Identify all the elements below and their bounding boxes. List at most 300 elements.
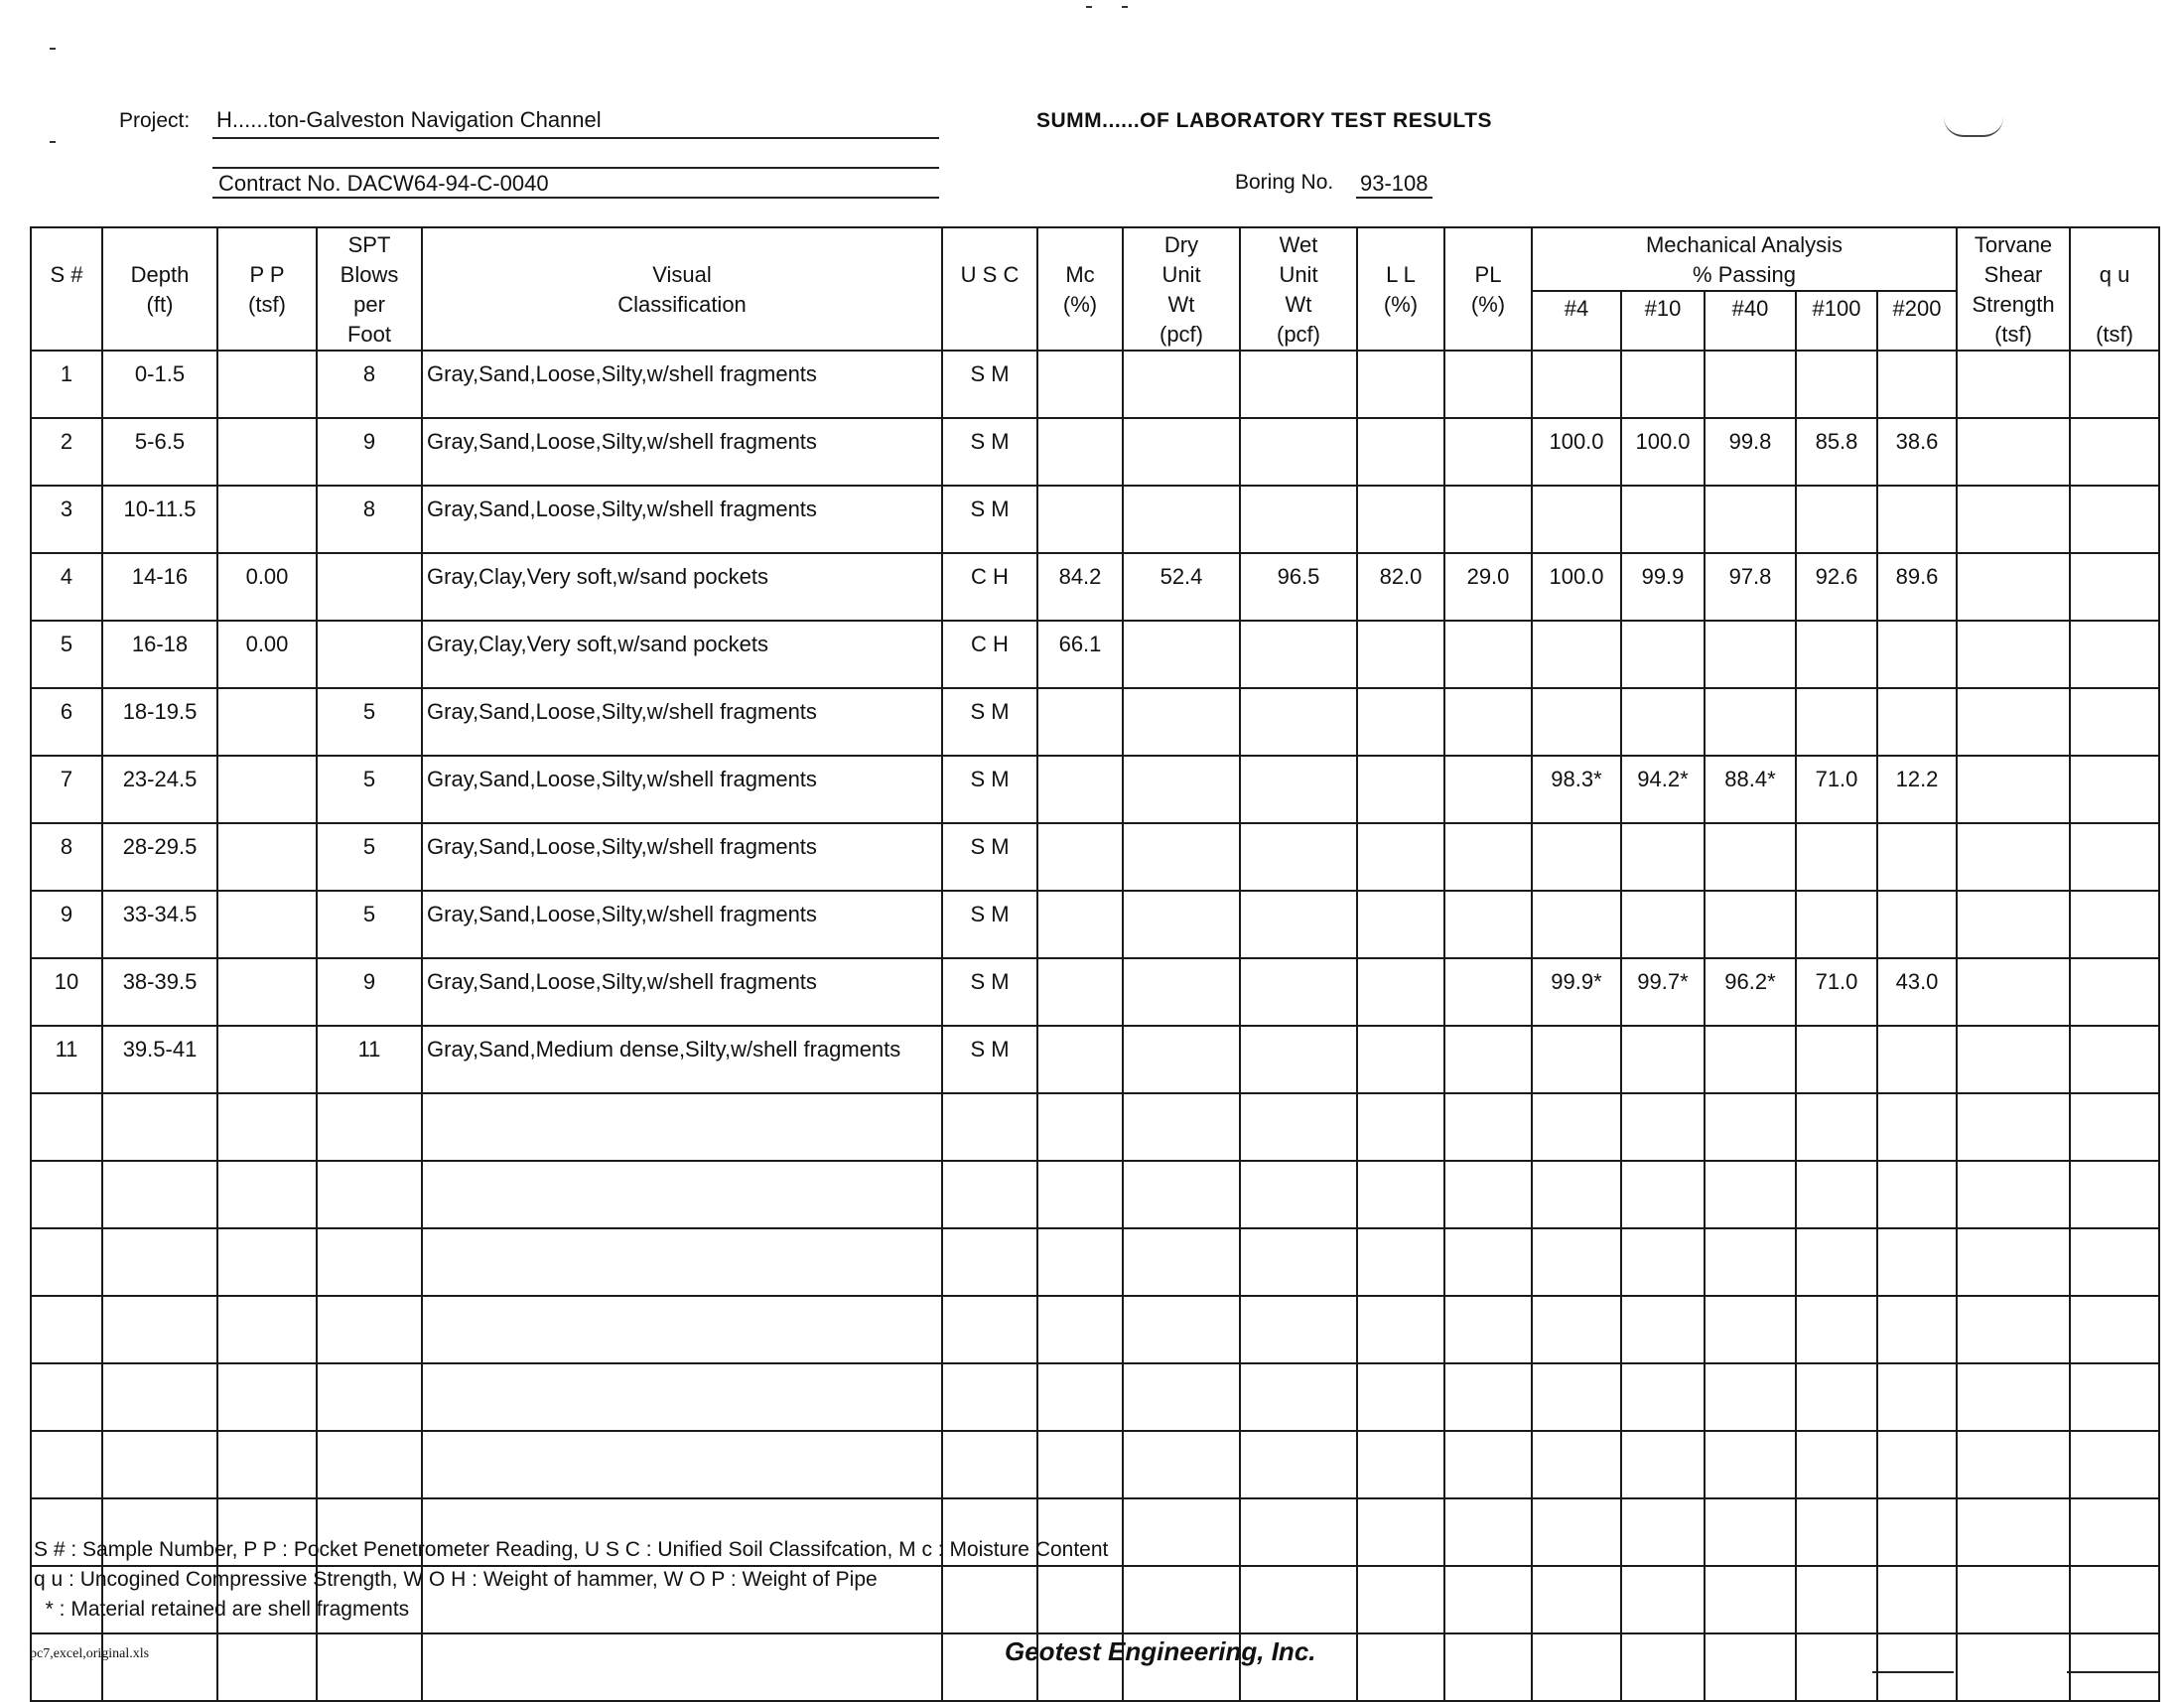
empty-cell (1532, 1093, 1621, 1161)
header-row-top (31, 227, 2159, 291)
cell-sieve-10 (1621, 486, 1705, 553)
empty-cell (1621, 1633, 1705, 1701)
empty-table-row (31, 1363, 2159, 1431)
cell-visual-classification: Gray,Sand,Loose,Silty,w/shell fragments (422, 756, 942, 823)
cell-wet-unit-weight (1240, 891, 1357, 958)
empty-cell (1037, 1566, 1123, 1633)
cell-sieve-10 (1621, 1026, 1705, 1093)
cell-sieve-200 (1877, 351, 1957, 418)
empty-cell (217, 1161, 317, 1228)
cell-sieve-40 (1705, 688, 1796, 756)
empty-cell (942, 1566, 1037, 1633)
cell-spt-blows: 8 (317, 351, 422, 418)
empty-cell (217, 1363, 317, 1431)
cell-plastic-limit (1444, 621, 1532, 688)
cell-plastic-limit (1444, 351, 1532, 418)
scan-speck (1122, 6, 1128, 8)
empty-cell (422, 1093, 942, 1161)
empty-cell (1877, 1363, 1957, 1431)
cell-plastic-limit (1444, 823, 1532, 891)
cell-moisture-content (1037, 418, 1123, 486)
empty-cell (1444, 1093, 1532, 1161)
cell-wet-unit-weight: 96.5 (1240, 553, 1357, 621)
table-row (31, 688, 2159, 756)
cell-sieve-100: 85.8 (1796, 418, 1877, 486)
cell-spt-blows: 5 (317, 688, 422, 756)
empty-table-row (31, 1093, 2159, 1161)
empty-cell (2070, 1633, 2159, 1701)
empty-cell (422, 1161, 942, 1228)
cell-sieve-200: 38.6 (1877, 418, 1957, 486)
cell-liquid-limit (1357, 486, 1444, 553)
lab-results-table (30, 226, 2160, 1702)
empty-cell (1957, 1228, 2070, 1296)
empty-cell (1123, 1093, 1240, 1161)
cell-liquid-limit (1357, 891, 1444, 958)
empty-cell (422, 1228, 942, 1296)
cell-sieve-4: 98.3* (1532, 756, 1621, 823)
cell-sieve-100: 71.0 (1796, 958, 1877, 1026)
empty-cell (1123, 1498, 1240, 1566)
cell-depth: 28-29.5 (102, 823, 217, 891)
cell-liquid-limit (1357, 418, 1444, 486)
cell-depth: 39.5-41 (102, 1026, 217, 1093)
empty-cell (217, 1296, 317, 1363)
empty-cell (102, 1228, 217, 1296)
cell-liquid-limit (1357, 958, 1444, 1026)
cell-torvane (1957, 553, 2070, 621)
table-row (31, 756, 2159, 823)
boring-number: 93-108 (1356, 171, 1433, 199)
cell-pocket-penetrometer (217, 958, 317, 1026)
empty-cell (1796, 1296, 1877, 1363)
col-usc: U S C (942, 227, 1037, 351)
cell-qu (2070, 756, 2159, 823)
empty-cell (31, 1093, 102, 1161)
empty-cell (1357, 1498, 1444, 1566)
empty-cell (1705, 1296, 1796, 1363)
cell-liquid-limit (1357, 756, 1444, 823)
empty-cell (1957, 1093, 2070, 1161)
cell-liquid-limit: 82.0 (1357, 553, 1444, 621)
empty-cell (1621, 1228, 1705, 1296)
cell-spt-blows: 5 (317, 756, 422, 823)
empty-cell (102, 1633, 217, 1701)
cell-wet-unit-weight (1240, 418, 1357, 486)
cell-usc: S M (942, 823, 1037, 891)
cell-wet-unit-weight (1240, 823, 1357, 891)
col-sample-number: S # (31, 227, 102, 351)
empty-cell (1532, 1363, 1621, 1431)
cell-depth: 0-1.5 (102, 351, 217, 418)
empty-cell (422, 1363, 942, 1431)
empty-cell (1957, 1431, 2070, 1498)
empty-cell (1037, 1431, 1123, 1498)
cell-usc: S M (942, 486, 1037, 553)
empty-cell (1123, 1363, 1240, 1431)
cell-wet-unit-weight (1240, 756, 1357, 823)
cell-torvane (1957, 891, 2070, 958)
cell-torvane (1957, 1026, 2070, 1093)
cell-sieve-100 (1796, 486, 1877, 553)
cell-torvane (1957, 621, 2070, 688)
cell-moisture-content: 84.2 (1037, 553, 1123, 621)
cell-dry-unit-weight (1123, 958, 1240, 1026)
empty-cell (1957, 1566, 2070, 1633)
empty-cell (1796, 1431, 1877, 1498)
cell-sieve-4 (1532, 621, 1621, 688)
empty-cell (317, 1431, 422, 1498)
empty-cell (2070, 1363, 2159, 1431)
empty-cell (1796, 1161, 1877, 1228)
empty-cell (31, 1363, 102, 1431)
table-row (31, 823, 2159, 891)
empty-cell (1444, 1228, 1532, 1296)
cell-sample-number: 11 (31, 1026, 102, 1093)
cell-plastic-limit (1444, 688, 1532, 756)
cell-wet-unit-weight (1240, 958, 1357, 1026)
cell-depth: 33-34.5 (102, 891, 217, 958)
cell-sieve-40 (1705, 351, 1796, 418)
empty-cell (1705, 1566, 1796, 1633)
cell-sieve-4 (1532, 1026, 1621, 1093)
empty-cell (1877, 1498, 1957, 1566)
page-title: SUMM......OF LABORATORY TEST RESULTS (1036, 109, 1493, 132)
col-torvane: Torvane Shear Strength (tsf) (1957, 227, 2070, 351)
cell-wet-unit-weight (1240, 486, 1357, 553)
empty-cell (317, 1633, 422, 1701)
empty-cell (1796, 1228, 1877, 1296)
empty-cell (1037, 1296, 1123, 1363)
cell-torvane (1957, 688, 2070, 756)
empty-cell (942, 1363, 1037, 1431)
cell-spt-blows: 5 (317, 891, 422, 958)
cell-sieve-100 (1796, 1026, 1877, 1093)
cell-sample-number: 3 (31, 486, 102, 553)
empty-cell (1621, 1363, 1705, 1431)
empty-cell (1357, 1363, 1444, 1431)
cell-sieve-200: 12.2 (1877, 756, 1957, 823)
table-row (31, 1026, 2159, 1093)
empty-table-row (31, 1161, 2159, 1228)
empty-cell (1957, 1296, 2070, 1363)
col-sieve-4: #4 (1532, 291, 1621, 351)
col-mechanical-analysis: Mechanical Analysis % Passing (1532, 227, 1957, 291)
cell-sieve-100 (1796, 688, 1877, 756)
empty-cell (1621, 1566, 1705, 1633)
empty-cell (1796, 1363, 1877, 1431)
cell-dry-unit-weight (1123, 688, 1240, 756)
empty-cell (422, 1296, 942, 1363)
empty-cell (1957, 1161, 2070, 1228)
cell-usc: S M (942, 1026, 1037, 1093)
cell-liquid-limit (1357, 621, 1444, 688)
empty-cell (1877, 1633, 1957, 1701)
empty-cell (1705, 1498, 1796, 1566)
empty-cell (102, 1363, 217, 1431)
cell-sieve-10: 94.2* (1621, 756, 1705, 823)
cell-wet-unit-weight (1240, 351, 1357, 418)
contract-underline (212, 197, 939, 199)
cell-moisture-content: 66.1 (1037, 621, 1123, 688)
cell-moisture-content (1037, 1026, 1123, 1093)
col-wet-unit-weight: Wet Unit Wt (pcf) (1240, 227, 1357, 351)
cell-sieve-10: 100.0 (1621, 418, 1705, 486)
table-row (31, 486, 2159, 553)
cell-torvane (1957, 958, 2070, 1026)
empty-cell (1444, 1296, 1532, 1363)
empty-cell (217, 1431, 317, 1498)
cell-sieve-40 (1705, 621, 1796, 688)
empty-cell (317, 1363, 422, 1431)
cell-depth: 23-24.5 (102, 756, 217, 823)
cell-moisture-content (1037, 486, 1123, 553)
cell-moisture-content (1037, 688, 1123, 756)
cell-sieve-40 (1705, 823, 1796, 891)
empty-cell (2070, 1296, 2159, 1363)
empty-cell (1037, 1093, 1123, 1161)
cell-plastic-limit (1444, 418, 1532, 486)
empty-cell (1877, 1566, 1957, 1633)
empty-cell (1877, 1228, 1957, 1296)
cell-pocket-penetrometer (217, 486, 317, 553)
cell-sieve-40 (1705, 1026, 1796, 1093)
cell-sieve-4 (1532, 823, 1621, 891)
cell-visual-classification: Gray,Sand,Loose,Silty,w/shell fragments (422, 351, 942, 418)
cell-spt-blows: 9 (317, 958, 422, 1026)
empty-cell (217, 1633, 317, 1701)
empty-cell (1705, 1161, 1796, 1228)
cell-visual-classification: Gray,Sand,Loose,Silty,w/shell fragments (422, 688, 942, 756)
cell-spt-blows: 11 (317, 1026, 422, 1093)
empty-cell (2070, 1093, 2159, 1161)
empty-cell (217, 1228, 317, 1296)
empty-cell (1123, 1566, 1240, 1633)
col-visual-classification: Visual Classification (422, 227, 942, 351)
cell-plastic-limit (1444, 891, 1532, 958)
cell-sample-number: 1 (31, 351, 102, 418)
empty-cell (1037, 1228, 1123, 1296)
empty-cell (1123, 1431, 1240, 1498)
legend-line-3: * : Material retained are shell fragments (34, 1598, 410, 1621)
empty-cell (1444, 1431, 1532, 1498)
col-pp: P P (tsf) (217, 227, 317, 351)
empty-cell (1621, 1093, 1705, 1161)
cell-usc: C H (942, 553, 1037, 621)
empty-cell (31, 1633, 102, 1701)
empty-cell (1357, 1228, 1444, 1296)
empty-cell (1123, 1228, 1240, 1296)
cell-visual-classification: Gray,Sand,Loose,Silty,w/shell fragments (422, 418, 942, 486)
cell-qu (2070, 553, 2159, 621)
cell-sieve-10: 99.9 (1621, 553, 1705, 621)
empty-cell (1240, 1296, 1357, 1363)
cell-sieve-100 (1796, 621, 1877, 688)
cell-sieve-40 (1705, 891, 1796, 958)
empty-cell (1357, 1566, 1444, 1633)
cell-dry-unit-weight (1123, 418, 1240, 486)
empty-cell (1240, 1228, 1357, 1296)
empty-cell (217, 1093, 317, 1161)
empty-cell (1037, 1161, 1123, 1228)
cell-dry-unit-weight (1123, 891, 1240, 958)
empty-cell (2070, 1161, 2159, 1228)
cell-moisture-content (1037, 756, 1123, 823)
cell-qu (2070, 486, 2159, 553)
cell-torvane (1957, 351, 2070, 418)
empty-cell (942, 1296, 1037, 1363)
cell-pocket-penetrometer (217, 688, 317, 756)
cell-liquid-limit (1357, 1026, 1444, 1093)
empty-cell (1357, 1633, 1444, 1701)
cell-wet-unit-weight (1240, 621, 1357, 688)
cell-pocket-penetrometer (217, 823, 317, 891)
cell-sample-number: 8 (31, 823, 102, 891)
empty-cell (942, 1161, 1037, 1228)
cell-qu (2070, 418, 2159, 486)
empty-cell (1877, 1296, 1957, 1363)
empty-cell (1796, 1633, 1877, 1701)
cell-usc: S M (942, 958, 1037, 1026)
cell-depth: 10-11.5 (102, 486, 217, 553)
cell-sieve-10 (1621, 621, 1705, 688)
empty-cell (1796, 1566, 1877, 1633)
cell-sieve-40 (1705, 486, 1796, 553)
empty-cell (1621, 1296, 1705, 1363)
cell-qu (2070, 1026, 2159, 1093)
empty-cell (2070, 1228, 2159, 1296)
cell-sieve-40: 96.2* (1705, 958, 1796, 1026)
cell-sieve-4 (1532, 891, 1621, 958)
cell-sieve-10 (1621, 823, 1705, 891)
cell-dry-unit-weight (1123, 756, 1240, 823)
cell-sieve-40: 97.8 (1705, 553, 1796, 621)
cell-pocket-penetrometer: 0.00 (217, 553, 317, 621)
cell-plastic-limit (1444, 1026, 1532, 1093)
cell-moisture-content (1037, 823, 1123, 891)
cell-liquid-limit (1357, 688, 1444, 756)
source-file-label: pc7,excel,original.xls (30, 1646, 150, 1661)
empty-cell (422, 1633, 942, 1701)
cell-usc: S M (942, 891, 1037, 958)
cell-visual-classification: Gray,Sand,Medium dense,Silty,w/shell fragments (422, 1026, 942, 1093)
cell-visual-classification: Gray,Sand,Loose,Silty,w/shell fragments (422, 823, 942, 891)
signature-line (1872, 1671, 1954, 1673)
cell-pocket-penetrometer (217, 418, 317, 486)
empty-cell (1877, 1093, 1957, 1161)
cell-usc: S M (942, 418, 1037, 486)
cell-visual-classification: Gray,Clay,Very soft,w/sand pockets (422, 621, 942, 688)
cell-torvane (1957, 418, 2070, 486)
project-name: H......ton-Galveston Navigation Channel (216, 107, 602, 132)
cell-spt-blows (317, 553, 422, 621)
cell-usc: S M (942, 351, 1037, 418)
cell-depth: 18-19.5 (102, 688, 217, 756)
cell-dry-unit-weight (1123, 486, 1240, 553)
col-depth: Depth (ft) (102, 227, 217, 351)
empty-cell (1357, 1431, 1444, 1498)
empty-cell (1357, 1296, 1444, 1363)
empty-cell (31, 1161, 102, 1228)
cell-sieve-40: 88.4* (1705, 756, 1796, 823)
empty-cell (1957, 1633, 2070, 1701)
cell-sieve-4: 99.9* (1532, 958, 1621, 1026)
empty-cell (1240, 1498, 1357, 1566)
cell-spt-blows: 9 (317, 418, 422, 486)
cell-sample-number: 5 (31, 621, 102, 688)
cell-plastic-limit (1444, 958, 1532, 1026)
legend-line-1: S # : Sample Number, P P : Pocket Penetrometer Reading, U S C : Unified Soil Classifcation, M c : Moisture Content (34, 1538, 1109, 1561)
scan-speck (50, 141, 56, 143)
cell-plastic-limit (1444, 486, 1532, 553)
cell-moisture-content (1037, 958, 1123, 1026)
cell-pocket-penetrometer (217, 351, 317, 418)
cell-sieve-4 (1532, 351, 1621, 418)
cell-torvane (1957, 486, 2070, 553)
cell-dry-unit-weight: 52.4 (1123, 553, 1240, 621)
empty-cell (1705, 1093, 1796, 1161)
empty-cell (1444, 1363, 1532, 1431)
empty-cell (1532, 1161, 1621, 1228)
col-sieve-100: #100 (1796, 291, 1877, 351)
contract-overline (212, 167, 939, 169)
empty-cell (102, 1093, 217, 1161)
empty-cell (317, 1228, 422, 1296)
project-label: Project: (119, 109, 191, 132)
cell-liquid-limit (1357, 823, 1444, 891)
company-name: Geotest Engineering, Inc. (1005, 1636, 1316, 1666)
empty-cell (1532, 1296, 1621, 1363)
empty-cell (422, 1431, 942, 1498)
empty-cell (1444, 1498, 1532, 1566)
empty-cell (2070, 1498, 2159, 1566)
table-row (31, 351, 2159, 418)
cell-depth: 16-18 (102, 621, 217, 688)
cell-sieve-200 (1877, 688, 1957, 756)
empty-cell (1621, 1498, 1705, 1566)
col-qu: q u (tsf) (2070, 227, 2159, 351)
empty-cell (1705, 1431, 1796, 1498)
cell-moisture-content (1037, 891, 1123, 958)
cell-pocket-penetrometer (217, 891, 317, 958)
empty-cell (1037, 1363, 1123, 1431)
empty-cell (1444, 1566, 1532, 1633)
cell-sieve-200 (1877, 486, 1957, 553)
empty-cell (1877, 1431, 1957, 1498)
scan-speck (50, 48, 56, 50)
cell-visual-classification: Gray,Sand,Loose,Silty,w/shell fragments (422, 958, 942, 1026)
cell-sieve-100 (1796, 351, 1877, 418)
empty-cell (1444, 1161, 1532, 1228)
table-row (31, 891, 2159, 958)
cell-sieve-100: 71.0 (1796, 756, 1877, 823)
empty-cell (1957, 1363, 2070, 1431)
empty-cell (1796, 1498, 1877, 1566)
empty-cell (102, 1431, 217, 1498)
empty-cell (942, 1431, 1037, 1498)
empty-cell (1240, 1566, 1357, 1633)
cell-qu (2070, 958, 2159, 1026)
cell-sieve-10 (1621, 351, 1705, 418)
cell-visual-classification: Gray,Sand,Loose,Silty,w/shell fragments (422, 486, 942, 553)
empty-cell (1621, 1161, 1705, 1228)
cell-usc: S M (942, 688, 1037, 756)
cell-sieve-100 (1796, 891, 1877, 958)
table-row (31, 958, 2159, 1026)
cell-sieve-10 (1621, 688, 1705, 756)
empty-cell (942, 1093, 1037, 1161)
cell-sieve-200 (1877, 1026, 1957, 1093)
